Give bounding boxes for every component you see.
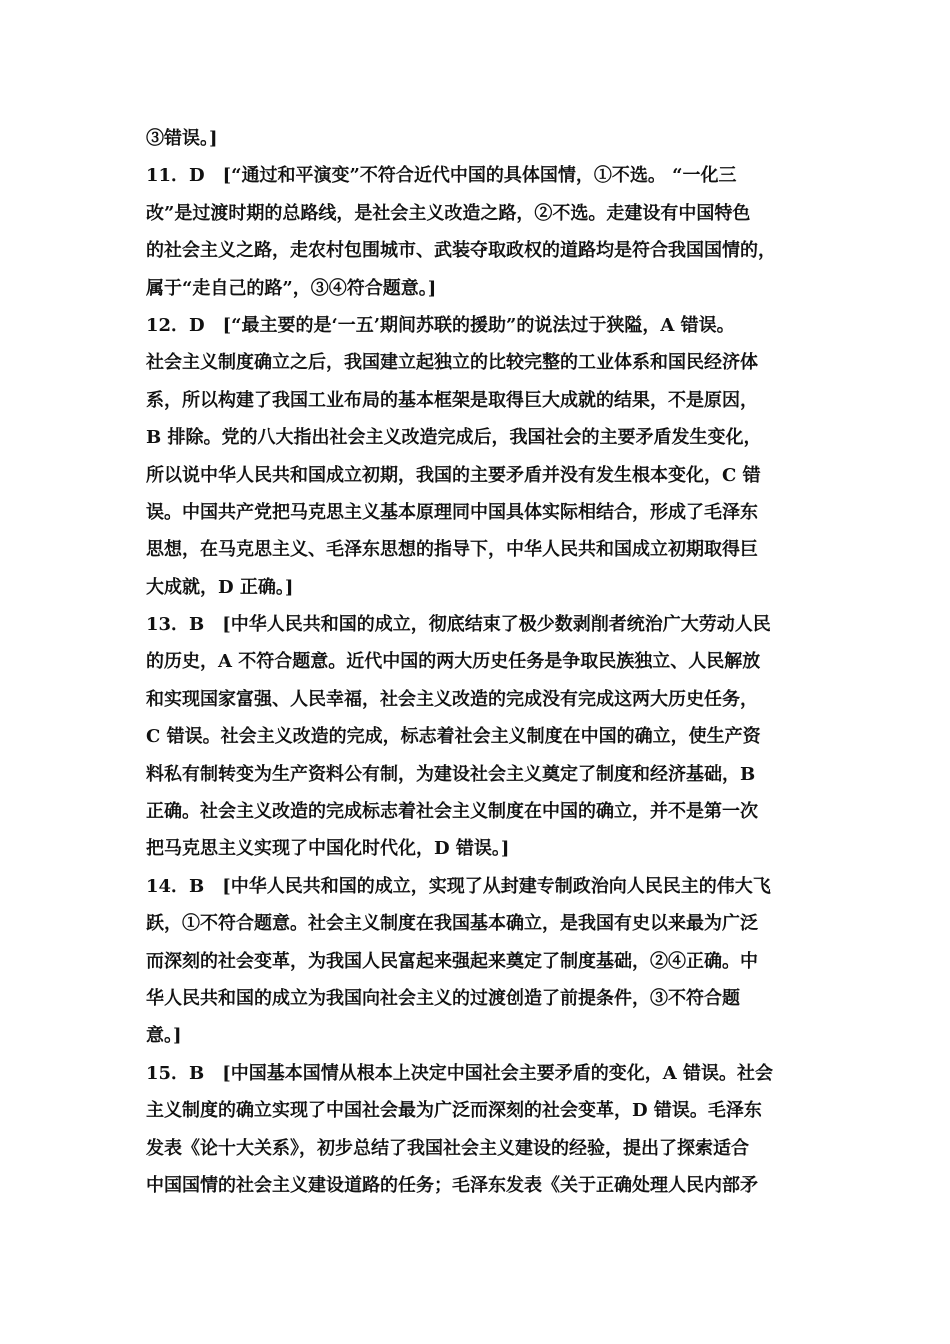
text-line: 正确。社会主义改造的完成标志着社会主义制度在中国的确立，并不是第一次	[146, 801, 758, 823]
answer-11-heading-line: 11．D [“通过和平演变”不符合近代中国的具体国情，①不选。 “一化三	[146, 165, 737, 187]
text-line: B 排除。党的八大指出社会主义改造完成后，我国社会的主要矛盾发生变化，	[146, 427, 762, 449]
text-line: 所以说中华人民共和国成立初期，我国的主要矛盾并没有发生根本变化，C 错	[146, 464, 761, 486]
text-line: 主义制度的确立实现了中国社会最为广泛而深刻的社会变革，D 错误。毛泽东	[146, 1100, 762, 1122]
text-line: 大成就，D 正确。]	[146, 576, 294, 598]
text-line: C 错误。社会主义改造的完成，标志着社会主义制度在中国的确立，使生产资	[146, 726, 761, 748]
text-line: 系，所以构建了我国工业布局的基本框架是取得巨大成就的结果，不是原因，	[146, 389, 758, 411]
text-line: ③错误。]	[146, 128, 218, 149]
answer-15-heading-line: 15．B [中国基本国情从根本上决定中国社会主要矛盾的变化，A 错误。社会	[146, 1062, 774, 1084]
text-line: 的历史，A 不符合题意。近代中国的两大历史任务是争取民族独立、人民解放	[146, 651, 761, 673]
text-line: 把马克思主义实现了中国化时代化，D 错误。]	[146, 838, 510, 860]
text-line: 而深刻的社会变革，为我国人民富起来强起来奠定了制度基础，②④正确。中	[146, 950, 758, 972]
answer-14-heading-line: 14．B [中华人民共和国的成立，实现了从封建专制政治向人民民主的伟大飞	[146, 875, 771, 897]
answer-12-heading-line: 12．D [“最主要的是‘一五’期间苏联的援助”的说法过于狭隘，A 错误。	[146, 314, 735, 336]
answer-13-heading-line: 13．B [中华人民共和国的成立，彻底结束了极少数剥削者统治广大劳动人民	[146, 614, 771, 636]
text-line: 思想，在马克思主义、毛泽东思想的指导下，中华人民共和国成立初期取得巨	[146, 539, 758, 561]
text-line: 发表《论十大关系》，初步总结了我国社会主义建设的经验，提出了探索适合	[146, 1137, 749, 1159]
answer-explanations-text	[146, 120, 818, 1204]
text-line: 和实现国家富强、人民幸福，社会主义改造的完成没有完成这两大历史任务，	[146, 688, 758, 710]
text-line: 意。]	[146, 1025, 182, 1047]
text-line: 社会主义制度确立之后，我国建立起独立的比较完整的工业体系和国民经济体	[146, 352, 758, 374]
text-line: 中国国情的社会主义建设道路的任务；毛泽东发表《关于正确处理人民内部矛	[146, 1174, 758, 1196]
text-line: 的社会主义之路，走农村包围城市、武装夺取政权的道路均是符合我国国情的，	[146, 240, 776, 262]
text-line: 属于“走自己的路”，③④符合题意。]	[146, 277, 437, 299]
text-line: 改”是过渡时期的总路线，是社会主义改造之路，②不选。走建设有中国特色	[146, 202, 751, 224]
text-line: 误。中国共产党把马克思主义基本原理同中国具体实际相结合，形成了毛泽东	[146, 501, 758, 523]
text-line: 华人民共和国的成立为我国向社会主义的过渡创造了前提条件，③不符合题	[146, 987, 740, 1009]
text-line: 跃，①不符合题意。社会主义制度在我国基本确立，是我国有史以来最为广泛	[146, 913, 758, 935]
text-line: 料私有制转变为生产资料公有制，为建设社会主义奠定了制度和经济基础，B	[146, 763, 756, 785]
